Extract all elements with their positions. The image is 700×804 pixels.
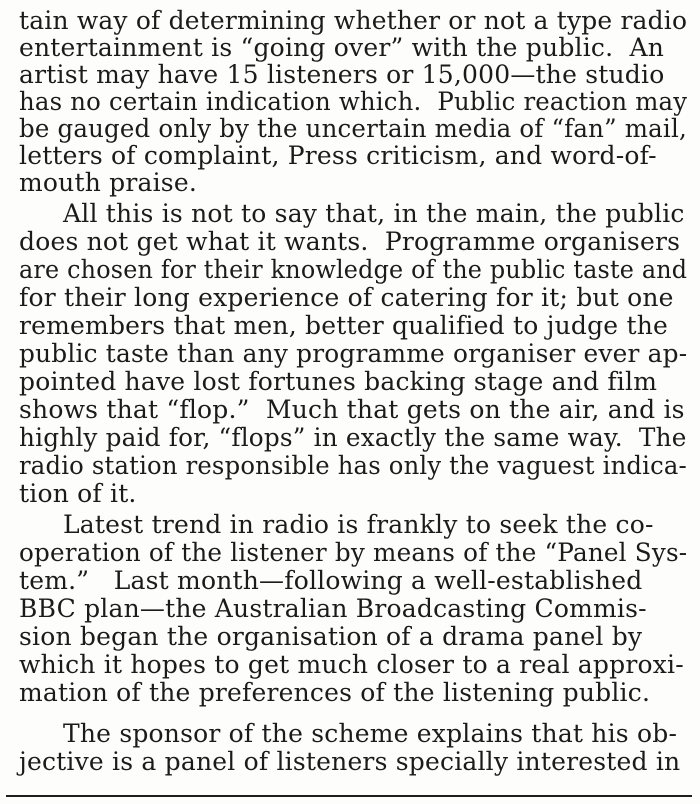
- text-line: artist may have 15 listeners or 15,000—the studio: [19, 60, 665, 89]
- bottom-rule: [6, 795, 692, 797]
- text-line: letters of complaint, Press criticism, and word-of-: [19, 141, 657, 170]
- text-line: has no certain indication which. Public reaction may: [19, 87, 688, 116]
- text-line: sion began the organisation of a drama panel by: [19, 622, 643, 651]
- text-line: be gauged only by the uncertain media of “fan” mail,: [19, 114, 687, 143]
- text-line: shows that “flop.” Much that gets on the air, and is: [19, 395, 685, 424]
- text-line: highly paid for, “flops” in exactly the same way. The: [19, 423, 687, 452]
- text-line: are chosen for their knowledge of the public taste and: [19, 255, 688, 284]
- text-line: radio station responsible has only the vaguest indica-: [19, 451, 687, 480]
- text-line: operation of the listener by means of the “Panel Sys-: [19, 538, 688, 567]
- text-line: jective is a panel of listeners specially interested in: [19, 747, 681, 776]
- text-line: The sponsor of the scheme explains that his ob-: [63, 719, 678, 748]
- text-line: does not get what it wants. Programme organisers: [19, 227, 681, 256]
- text-line: Latest trend in radio is frankly to seek the co-: [63, 510, 654, 539]
- text-line: public taste than any programme organiser ever ap-: [19, 339, 688, 368]
- text-line: entertainment is “going over” with the public. An: [19, 33, 665, 62]
- text-line: which it hopes to get much closer to a real approxi-: [19, 650, 684, 679]
- text-line: mation of the preferences of the listening public.: [19, 678, 651, 707]
- text-line: tain way of determining whether or not a type radio: [19, 6, 688, 35]
- text-line: tem.” Last month—following a well-established: [19, 566, 643, 595]
- text-line: BBC plan—the Australian Broadcasting Commis-: [19, 594, 647, 623]
- text-line: mouth praise.: [19, 168, 197, 197]
- text-line: pointed have lost fortunes backing stage and film: [19, 367, 658, 396]
- text-line: for their long experience of catering for it; but one: [19, 283, 674, 312]
- text-line: All this is not to say that, in the main, the public: [63, 199, 685, 228]
- text-line: remembers that men, better qualified to judge the: [19, 311, 668, 340]
- text-line: tion of it.: [19, 479, 137, 508]
